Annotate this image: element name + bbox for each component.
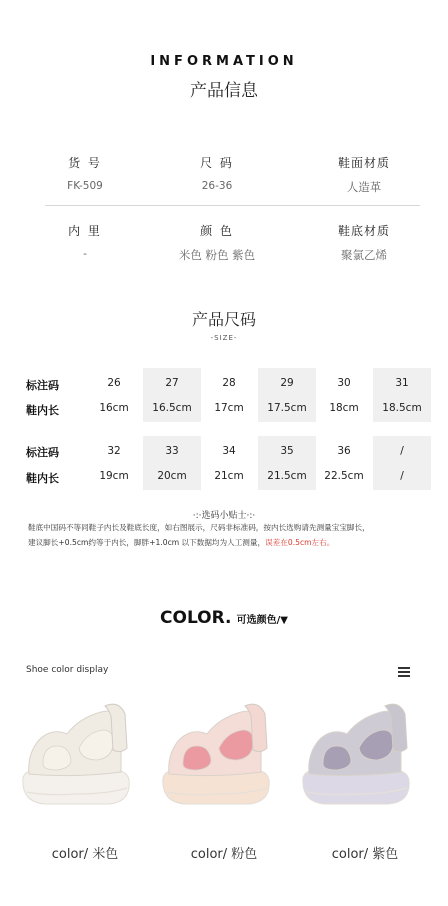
row-label-size: 标注码	[26, 379, 59, 392]
size-tips-line-1: 鞋底中国码不等同鞋子内长及鞋底长度，如右图展示，尺码非标准码，按内长选购请先测量宝宝脚长，	[28, 523, 370, 532]
size-cell: 27	[165, 377, 179, 389]
shoe-opening	[183, 746, 211, 770]
length-cell: 16cm	[99, 402, 129, 414]
info-label-size: 尺 码	[200, 156, 234, 170]
color-caption-purple: color/ 紫色	[331, 847, 399, 862]
size-tips-line-2	[28, 537, 334, 548]
length-cell: 18cm	[329, 402, 359, 414]
length-cell: 20cm	[157, 470, 187, 482]
size-cell: /	[400, 445, 404, 457]
color-caption-pink: color/ 粉色	[190, 847, 258, 862]
size-cell: 26	[107, 377, 121, 389]
shoe-pink	[163, 704, 269, 804]
shoe-purple	[303, 704, 409, 804]
shoe-opening	[323, 746, 351, 770]
size-cell: 33	[165, 445, 179, 457]
length-cell: 17.5cm	[267, 402, 307, 414]
length-cell: 17cm	[214, 402, 244, 414]
size-tips-title: ·:·选码小贴士·:·	[192, 511, 256, 521]
size-section-title: 产品尺码	[191, 310, 256, 329]
row-label-length: 鞋内长	[26, 472, 59, 485]
shoe-color-display-label: Shoe color display	[26, 665, 109, 675]
info-divider	[45, 205, 420, 206]
info-value-lining: -	[83, 248, 87, 260]
info-title-cn: 产品信息	[190, 81, 258, 101]
size-section-subtitle: -SIZE-	[210, 334, 238, 342]
info-value-sole-material: 聚氯乙烯	[341, 248, 387, 262]
size-cell: 30	[337, 377, 351, 389]
size-cell: 31	[395, 377, 409, 389]
size-cell: 36	[337, 445, 351, 457]
color-section-title	[0, 608, 448, 628]
length-cell: 21.5cm	[267, 470, 307, 482]
size-cell: 28	[222, 377, 236, 389]
info-label-sole-material: 鞋底材质	[337, 224, 390, 238]
info-label-lining: 内 里	[68, 224, 102, 238]
size-cell: 29	[280, 377, 294, 389]
size-cell: 32	[107, 445, 121, 457]
size-tips-line-2-text: 建议脚长+0.5cm约等于内长，脚胖+1.0cm 以下数据均为人工测量，	[28, 538, 266, 547]
row-label-length: 鞋内长	[26, 404, 59, 417]
menu-icon[interactable]	[398, 667, 410, 677]
info-title-en: INFORMATION	[150, 54, 298, 69]
info-label-color: 颜 色	[200, 224, 234, 238]
shoe-opening	[43, 746, 71, 770]
shoe-beige	[23, 704, 129, 804]
length-cell: 21cm	[214, 470, 244, 482]
length-cell: /	[400, 470, 404, 482]
info-label-item-no: 货 号	[68, 156, 102, 170]
shoe-illustrations	[0, 690, 448, 820]
color-title-cn: 可选颜色/▼	[236, 615, 288, 626]
color-title-en: COLOR.	[160, 608, 232, 628]
color-caption-beige: color/ 米色	[51, 847, 119, 862]
info-value-size: 26-36	[201, 180, 233, 192]
size-tips-warning: 误差在0.5cm左右。	[265, 538, 335, 547]
length-cell: 18.5cm	[382, 402, 422, 414]
length-cell: 16.5cm	[152, 402, 192, 414]
info-value-item-no: FK-509	[67, 180, 103, 192]
info-value-color: 米色 粉色 紫色	[178, 248, 256, 262]
info-label-upper-material: 鞋面材质	[337, 156, 390, 170]
length-cell: 19cm	[99, 470, 129, 482]
info-value-upper-material: 人造革	[346, 180, 382, 194]
row-label-size: 标注码	[26, 446, 59, 459]
size-cell: 35	[280, 445, 294, 457]
size-cell: 34	[222, 445, 236, 457]
length-cell: 22.5cm	[324, 470, 364, 482]
